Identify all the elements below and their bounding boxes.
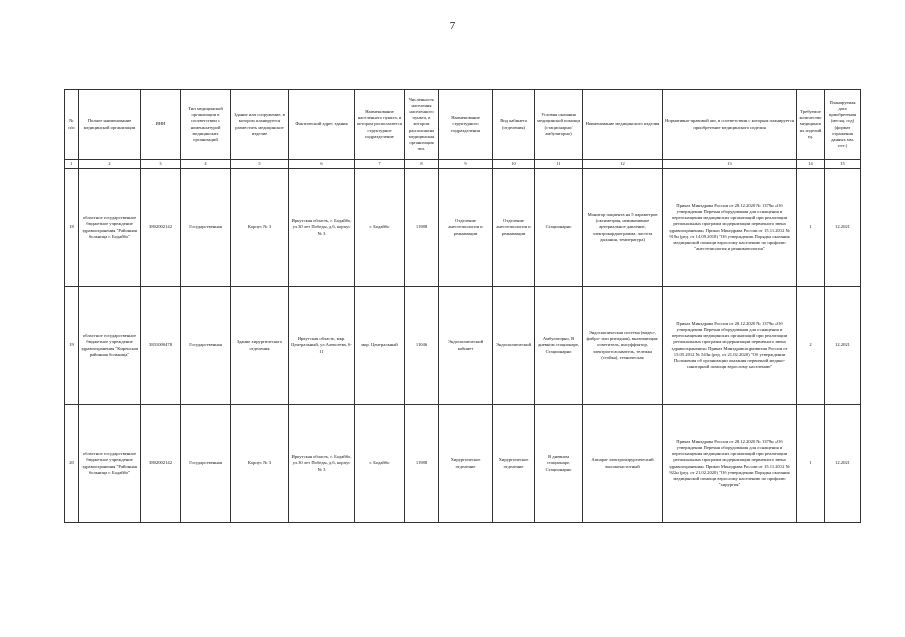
building: Корпус № 3	[231, 405, 289, 523]
planned-date: 12.2021	[825, 405, 861, 523]
organization-type: Государственная	[181, 169, 231, 287]
legal-act: Приказ Минздрава России от 28.12.2020 № 1379н «Об утверждении Перечня оборудования для оснащения и переоснащения медицинских организаций при реализации региональных программ модернизации первичного звена здравоохранения» Приказ Минздрава России от 15.11.2012 № 919н (ред. от 14.09.2018) "Об утверждении Порядка оказания медицинской помощи взрослому населению по профилю "анестезиология и реаниматология"	[663, 169, 797, 287]
header-cell: Требуемое количество медицинских изделий ед.	[797, 90, 825, 160]
header-cell: Здание или сооружение, в котором планируется разместить медицинское изделие	[231, 90, 289, 160]
care-conditions: Амбулаторно, В дневном стационаре, Стационарно	[535, 287, 583, 405]
structural-unit: Хирургическое отделение	[439, 405, 493, 523]
header-cell: Тип медицинской организации в соответствии с номенклатурой медицинских организаций	[181, 90, 231, 160]
column-number: 2	[79, 160, 141, 169]
column-number: 12	[583, 160, 663, 169]
cabinet-type: Эндоскопический	[493, 287, 535, 405]
column-number: 3	[141, 160, 181, 169]
building: Здание хирургического отделения	[231, 287, 289, 405]
row-number: 19	[65, 287, 79, 405]
population: 11988	[405, 405, 439, 523]
column-number: 6	[289, 160, 355, 169]
inn-value: 3802002142	[141, 169, 181, 287]
header-cell: Условия оказания медицинской помощи (стационарно/амбулаторно)	[535, 90, 583, 160]
inn-value: 3831000478	[141, 287, 181, 405]
population: 11988	[405, 169, 439, 287]
actual-address: Иркутская область, г. Бодайбо, ул.30 лет Победы, д.6, корпус № 3	[289, 169, 355, 287]
table-row	[65, 287, 861, 405]
table-header-row	[65, 90, 861, 160]
cabinet-type: Отделение анестезиологии и реанимации	[493, 169, 535, 287]
legal-act: Приказ Минздрава России от 28.12.2020 № 1379н «Об утверждении Перечня оборудования для оснащения и переоснащения медицинских организаций при реализации региональных программ модернизации первичного звена здравоохранения» Приказ Минздрава России от 15.11.2012 № 922н (ред. от 21.02.2020) "Об утверждении Порядка оказания медицинской помощи взрослому населению по профилю "хирургия"	[663, 405, 797, 523]
header-cell: ИНН	[141, 90, 181, 160]
cabinet-type: Хирургическое отделение	[493, 405, 535, 523]
row-number: 18	[65, 169, 79, 287]
column-number: 7	[355, 160, 405, 169]
column-number: 9	[439, 160, 493, 169]
inn-value: 3802002142	[141, 405, 181, 523]
care-conditions: В дневном стационаре, Стационарно	[535, 405, 583, 523]
header-cell: Полное наименование медицинской организации	[79, 90, 141, 160]
column-number: 13	[663, 160, 797, 169]
header-cell: Планируемая дата приобретения (месяц, год) (формат отражения данных мм. гггг.)	[825, 90, 861, 160]
settlement: мкр. Центральный	[355, 287, 405, 405]
settlement: г. Бодайбо	[355, 405, 405, 523]
actual-address: Иркутская область, мкр. Центральный, ул.Алексеева, 6-11	[289, 287, 355, 405]
building: Корпус № 3	[231, 169, 289, 287]
care-conditions: Стационарно	[535, 169, 583, 287]
quantity: 1	[797, 405, 825, 523]
column-number: 15	[825, 160, 861, 169]
header-cell: № п/п	[65, 90, 79, 160]
legal-act: Приказ Минздрава России от 28.12.2020 № 1379н «Об утверждении Перечня оборудования для оснащения и переоснащения медицинских организаций при реализации региональных программ модернизации первичного звена здравоохранения» Приказ Минздравсоцразвития России от 15.05.2012 № 543н (ред. от 21.02.2020) "Об утверждении Положения об организации оказания первичной медико-санитарной помощи взрослому населению"	[663, 287, 797, 405]
device-name: Эндоскопическая система (видео-, фибро- или ригидная), включающая: осветитель, инсуффлятор, электроотсасыватель, тележка (стойка), техническая	[583, 287, 663, 405]
device-name: Аппарат электрохирургический высокочастотный	[583, 405, 663, 523]
structural-unit: Эндоскопический кабинет	[439, 287, 493, 405]
organization-type: Государственная	[181, 287, 231, 405]
header-cell: Нормативно-правовой акт, в соответствии с которым планируется приобретение медицинского изделия	[663, 90, 797, 160]
column-number-row	[65, 160, 861, 169]
structural-unit: Отделение анестезиологии и реанимации	[439, 169, 493, 287]
table-row	[65, 405, 861, 523]
settlement: г. Бодайбо	[355, 169, 405, 287]
column-number: 4	[181, 160, 231, 169]
organization-type: Государственная	[181, 405, 231, 523]
planned-date: 12.2021	[825, 169, 861, 287]
column-number: 8	[405, 160, 439, 169]
column-number: 11	[535, 160, 583, 169]
organization-name: областное государственное бюджетное учреждение здравоохранения "Киренская районная больница"	[79, 287, 141, 405]
header-cell: Вид кабинета (отделения)	[493, 90, 535, 160]
table-row	[65, 169, 861, 287]
header-cell: Фактический адрес здания	[289, 90, 355, 160]
page-number: 7	[449, 20, 456, 32]
column-number: 14	[797, 160, 825, 169]
device-name: Монитор пациента на 5 параметров (оксиметрия, неинвазивное артериальное давление, электрокардиограмма, частота дыхания, температура)	[583, 169, 663, 287]
organization-name: областное государственное бюджетное учреждение здравоохранения "Районная больница г. Бодайбо"	[79, 405, 141, 523]
header-cell: Наименование структурного подразделения	[439, 90, 493, 160]
actual-address: Иркутская область, г. Бодайбо, ул.30 лет Победы, д.6, корпус № 3	[289, 405, 355, 523]
organization-name: областное государственное бюджетное учреждение здравоохранения "Районная больница г. Бодайбо"	[79, 169, 141, 287]
column-number: 1	[65, 160, 79, 169]
column-number: 5	[231, 160, 289, 169]
header-cell: Численность населения населенного пункта, в котором расположена медицинская организация чел.	[405, 90, 439, 160]
column-number: 10	[493, 160, 535, 169]
header-cell: Наименование медицинского изделия	[583, 90, 663, 160]
row-number: 20	[65, 405, 79, 523]
planned-date: 12.2021	[825, 287, 861, 405]
equipment-table	[64, 89, 861, 523]
quantity: 2	[797, 287, 825, 405]
header-cell: Наименование населенного пункта, в котором располагается структурное подразделение	[355, 90, 405, 160]
quantity: 1	[797, 169, 825, 287]
population: 11046	[405, 287, 439, 405]
